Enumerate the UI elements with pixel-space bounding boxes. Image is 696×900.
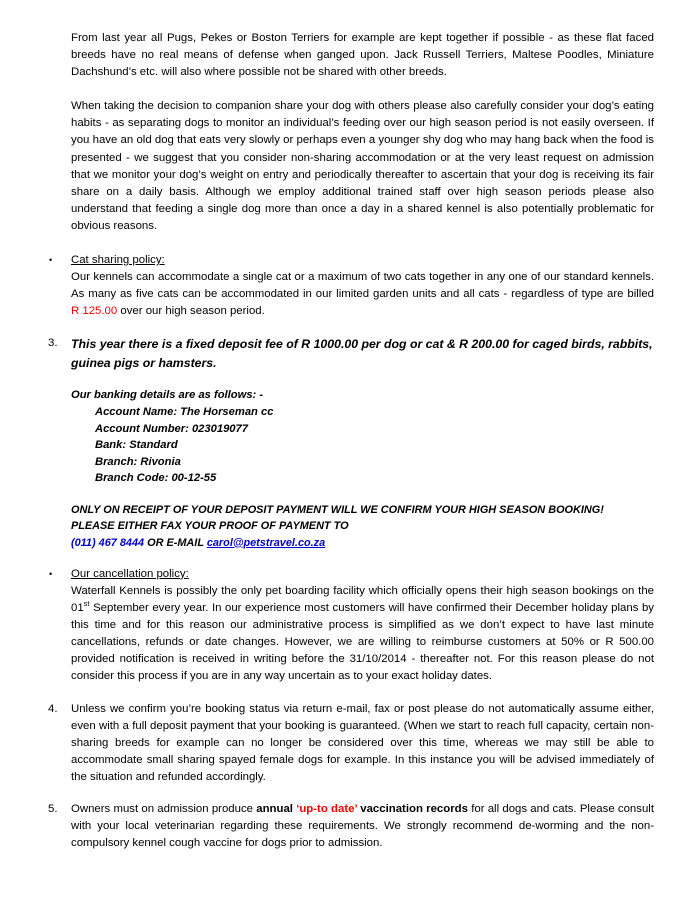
section-spacer (42, 372, 654, 387)
banking-bank: Bank: Standard (95, 439, 178, 452)
email-link[interactable]: carol@petstravel.co.za (206, 536, 326, 549)
list-number-3: 3. (48, 337, 58, 350)
banking-branch: Branch: Rivonia (95, 455, 181, 468)
ordinal-suffix: st (83, 599, 90, 609)
list-item-vaccination-records (48, 801, 654, 852)
cat-sharing-policy-heading: Cat sharing policy: (71, 254, 165, 267)
vaccination-text-before: Owners must on admission produce (71, 802, 257, 815)
notice-contact-line (71, 535, 637, 551)
banking-account-number: Account Number: 023019077 (95, 422, 248, 435)
section-spacer (42, 686, 654, 701)
paragraph-breed-sharing: From last year all Pugs, Pekes or Boston Terriers for example are kept together if possible - as these flat faced breeds have no real means of defense when ganged upon. Jack Russell Terriers, Maltese Poodles, Miniature Dachshund’s etc. will also where possible not be shared with other breeds. (71, 32, 654, 79)
vaccination-bold-records: vaccination records (357, 802, 468, 815)
vaccination-text-after: for all dogs and cats. Please consult with your local veterinarian regarding these requirements. We strongly recommend de-worming and the non-compulsory kennel cough vaccine for dogs prior to admission. (71, 802, 654, 850)
booking-confirmation-text: Unless we confirm you’re booking status via return e-mail, fax or post please do not automatically assume either, even with a full deposit payment that your booking is guaranteed. (When we start to reach full capacity, certain non-sharing breeds for example can no longer be considered over this time, whereas we may still be able to accommodate small sharing spayed female dogs for example. In this instance you will be advised immediately of the situation and refunded accordingly. (71, 702, 654, 783)
paragraph-spacer (42, 235, 654, 252)
section-spacer (42, 487, 654, 502)
list-item-cat-sharing-policy (49, 252, 654, 320)
banking-branch-code: Branch Code: 00-12-55 (95, 472, 217, 485)
vaccination-bold-annual: annual (256, 802, 297, 815)
section-spacer (42, 551, 654, 566)
paragraph-feeding-considerations: When taking the decision to companion share your dog with others please also carefully consider your dog’s eating habits - as separating dogs to monitor an individual’s feeding over our high season period is not easily overseen. If you have an old dog that eats very slowly or perhaps even a younger shy dog who may hang back when the food is presented - we suggest that you consider non-sharing accommodation or at the very least request on admission that we monitor your dog’s weight on entry and periodically thereafter to ascertain that your dog is receiving its fair share on a daily basis. Although we employ additional trained staff over high season periods please also understand that feeding a single dog more than once a day in a shared kennel is also potentially problematic for obvious reasons. (71, 100, 654, 232)
cancellation-policy-heading: Our cancellation policy: (71, 567, 189, 580)
list-item-cancellation-policy (49, 566, 654, 686)
deposit-payment-notice (71, 502, 637, 551)
cancellation-text-part2: September every year. In our experience most customers will have confirmed their December holiday plans by this time and for this reason our administrative process is simplified as we don’t expect to have last minute cancellations, refunds or date changes. However, we are willing to reimburse customers at 50% or R 500.00 provided notification is received in writing before the 31/10/2014 - thereafter not. For this reason please do not consider this process if you are in any way uncertain as to your exact holiday dates. (71, 602, 654, 683)
banking-details-intro: Our banking details are as follows: - (71, 389, 264, 402)
deposit-fee-text: This year there is a fixed deposit fee of R 1000.00 per dog or cat & R 200.00 for caged birds, rabbits, guinea pigs or hamsters. (71, 337, 653, 370)
section-spacer (42, 786, 654, 801)
bullet-marker-icon: • (49, 255, 53, 266)
cat-sharing-policy-body (71, 269, 654, 320)
list-number-5: 5. (48, 802, 58, 815)
notice-middle-text: OR E-MAIL (144, 536, 207, 549)
cat-policy-text-after: over our high season period. (117, 305, 265, 318)
banking-details-block (71, 387, 654, 487)
vaccination-records-text (71, 801, 654, 852)
cancellation-policy-body (71, 583, 654, 686)
vaccination-red-uptodate: ‘up-to date’ (296, 802, 358, 815)
cat-policy-text-before: Our kennels can accommodate a single cat or a maximum of two cats together in any one of our standard kennels. As many as five cats can be accommodated in our limited garden units and all cats - regardless of type are billed (71, 271, 654, 301)
notice-headline: ONLY ON RECEIPT OF YOUR DEPOSIT PAYMENT WILL WE CONFIRM YOUR HIGH SEASON BOOKING! PLEASE EITHER FAX YOUR PROOF OF PAYMENT TO (71, 503, 604, 533)
list-item-booking-confirmation (48, 701, 654, 786)
banking-account-name: Account Name: The Horseman cc (95, 406, 274, 418)
paragraph-spacer (42, 81, 654, 98)
list-item-deposit-fee (48, 335, 654, 372)
bullet-marker-icon: • (49, 568, 53, 579)
fax-phone-number: (011) 467 8444 (71, 536, 145, 549)
cat-policy-price: R 125.00 (71, 305, 118, 318)
list-number-4: 4. (48, 702, 58, 715)
section-spacer (42, 320, 654, 335)
cancellation-text-part1: Waterfall Kennels is possibly the only pet boarding facility which officially opens their high season bookings on the 01 (71, 584, 654, 615)
